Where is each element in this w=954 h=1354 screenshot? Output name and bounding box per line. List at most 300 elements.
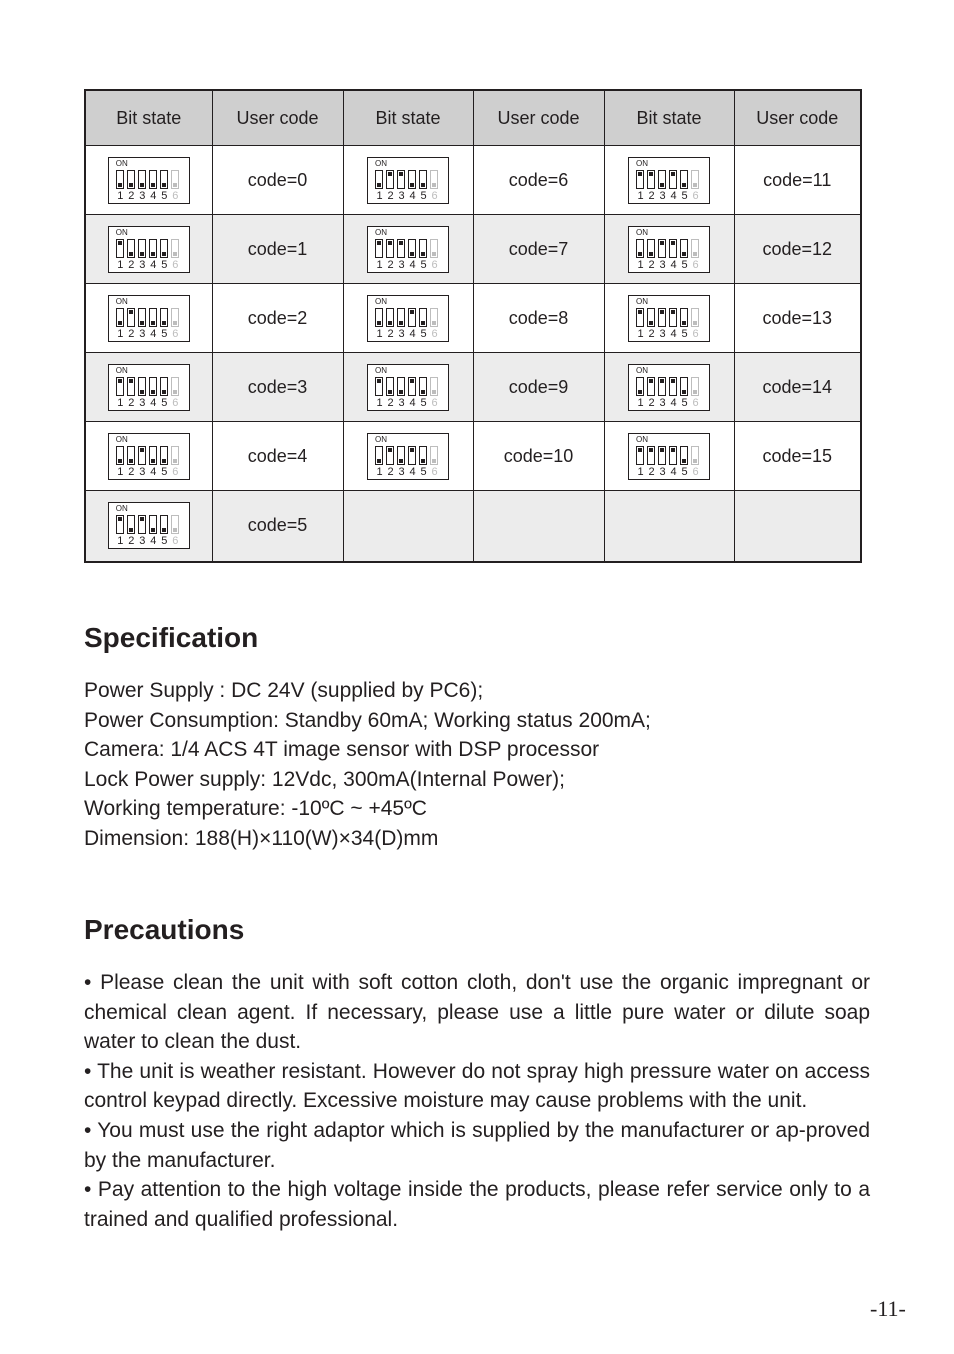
dip-switch-number: 1 xyxy=(117,258,124,271)
dip-switch-numbers xyxy=(374,191,440,202)
dip-switch-6-unused xyxy=(171,377,179,396)
dip-switch-knob xyxy=(410,252,414,256)
dip-switch-5-off xyxy=(419,239,427,258)
table-header-row xyxy=(85,90,861,146)
dip-switch-number: 6 xyxy=(431,396,438,409)
bit-state-cell xyxy=(85,146,212,215)
bit-state-cell xyxy=(343,491,473,562)
dip-on-label: ON xyxy=(636,434,648,444)
dip-on-label: ON xyxy=(115,227,128,237)
dip-switch-number: 1 xyxy=(376,258,383,271)
dip-switch-number: 5 xyxy=(420,189,427,202)
dip-switch-number: 2 xyxy=(648,465,655,478)
dip-switch-diagram xyxy=(367,226,449,273)
dip-switch-knob xyxy=(671,172,675,176)
dip-switch-3-on xyxy=(658,308,666,327)
dip-switch-number: 6 xyxy=(431,327,438,340)
specification-line: Power Supply : DC 24V (supplied by PC6); xyxy=(84,679,484,702)
dip-switches xyxy=(375,377,438,397)
dip-switch-knob xyxy=(173,252,177,256)
dip-switch-number: 2 xyxy=(128,535,135,548)
dip-switch-knob xyxy=(421,321,425,325)
dip-switch-knob xyxy=(671,448,675,452)
dip-switch-numbers xyxy=(115,191,181,202)
dip-switch-2-on xyxy=(386,170,394,189)
dip-switch-5-off xyxy=(160,308,168,327)
dip-switch-number: 5 xyxy=(161,465,168,478)
dip-switch-number: 3 xyxy=(659,189,666,202)
dip-switch-numbers xyxy=(115,329,181,340)
bit-state-cell xyxy=(343,146,473,215)
dip-switch-3-off xyxy=(397,446,405,465)
dip-switch-3-off xyxy=(658,170,666,189)
dip-switch-knob xyxy=(162,528,166,532)
dip-switch-knob xyxy=(410,183,414,187)
dip-switch-1-off xyxy=(116,308,124,327)
dip-switch-knob xyxy=(388,172,392,176)
dip-switches xyxy=(636,446,699,466)
dip-switch-number: 6 xyxy=(692,189,699,202)
dip-switch-knob xyxy=(118,459,122,463)
dip-switch-4-on xyxy=(408,446,416,465)
dip-switch-knob xyxy=(410,310,414,314)
header-user-code: User code xyxy=(212,90,343,146)
dip-switch-diagram xyxy=(367,295,449,342)
dip-switch-4-on xyxy=(669,377,677,396)
dip-switch-number: 5 xyxy=(681,465,688,478)
dip-switch-knob xyxy=(671,379,675,383)
user-code-cell xyxy=(473,146,604,215)
dip-switch-knob xyxy=(682,183,686,187)
dip-switch-4-off xyxy=(149,377,157,396)
dip-switch-knob xyxy=(162,459,166,463)
dip-switch-number: 2 xyxy=(387,396,394,409)
dip-switch-diagram xyxy=(628,226,710,273)
dip-switch-knob xyxy=(388,390,392,394)
dip-switch-number: 5 xyxy=(420,396,427,409)
page-number: -11- xyxy=(870,1296,906,1321)
dip-switches xyxy=(116,239,179,259)
dip-switch-numbers xyxy=(115,398,181,409)
dip-switch-number: 1 xyxy=(117,396,124,409)
dip-switch-5-off xyxy=(419,446,427,465)
dip-switch-number: 1 xyxy=(117,465,124,478)
dip-switch-1-on xyxy=(375,239,383,258)
bit-state-cell xyxy=(343,215,473,284)
dip-switch-knob xyxy=(638,390,642,394)
dip-switch-number: 1 xyxy=(637,258,644,271)
dip-switch-knob xyxy=(432,390,436,394)
dip-switch-knob xyxy=(660,448,664,452)
dip-switch-knob xyxy=(118,183,122,187)
dip-switch-number: 1 xyxy=(117,189,124,202)
dip-switch-knob xyxy=(693,252,697,256)
dip-switch-number: 3 xyxy=(659,396,666,409)
dip-switch-number: 2 xyxy=(648,327,655,340)
dip-switch-knob xyxy=(388,321,392,325)
dip-switch-1-off xyxy=(375,446,383,465)
dip-switch-diagram xyxy=(628,157,710,204)
dip-switch-knob xyxy=(660,310,664,314)
dip-switch-knob xyxy=(151,459,155,463)
dip-switch-number: 4 xyxy=(150,258,157,271)
dip-switch-numbers xyxy=(374,398,440,409)
dip-switch-4-off xyxy=(149,446,157,465)
dip-on-label: ON xyxy=(375,158,387,168)
dip-switch-number: 2 xyxy=(648,396,655,409)
dip-switch-1-on xyxy=(636,446,644,465)
dip-switch-1-on xyxy=(375,377,383,396)
dip-switch-1-on xyxy=(116,515,124,534)
dip-switch-number: 2 xyxy=(128,327,135,340)
dip-switch-number: 6 xyxy=(172,189,179,202)
table-row xyxy=(85,284,861,353)
user-code-cell xyxy=(212,215,343,284)
dip-switch-3-on xyxy=(658,446,666,465)
dip-switch-4-on xyxy=(669,308,677,327)
dip-on-label: ON xyxy=(115,434,128,444)
dip-switch-5-off xyxy=(160,446,168,465)
dip-switch-6-unused xyxy=(430,377,438,396)
dip-switch-knob xyxy=(118,517,122,521)
dip-switch-knob xyxy=(129,379,133,383)
dip-switch-numbers xyxy=(115,536,181,547)
dip-switch-number: 5 xyxy=(161,189,168,202)
dip-switch-number: 6 xyxy=(431,189,438,202)
bit-state-cell xyxy=(85,284,212,353)
dip-switch-number: 6 xyxy=(172,396,179,409)
dip-switch-number: 1 xyxy=(117,535,124,548)
dip-switch-number: 2 xyxy=(128,396,135,409)
dip-switch-2-on xyxy=(386,446,394,465)
dip-switch-knob xyxy=(151,183,155,187)
dip-switch-number: 4 xyxy=(150,327,157,340)
dip-switch-diagram xyxy=(367,157,449,204)
dip-switch-3-off xyxy=(397,377,405,396)
dip-switches xyxy=(116,308,179,328)
dip-switch-number: 3 xyxy=(139,535,146,548)
dip-switch-numbers xyxy=(635,329,701,340)
dip-switch-knob xyxy=(151,252,155,256)
user-code-cell xyxy=(212,284,343,353)
dip-switch-number: 3 xyxy=(139,396,146,409)
dip-switch-5-off xyxy=(160,170,168,189)
dip-switch-2-on xyxy=(386,239,394,258)
dip-switch-1-off xyxy=(375,308,383,327)
dip-switch-knob xyxy=(377,183,381,187)
dip-switch-number: 6 xyxy=(692,396,699,409)
dip-switch-knob xyxy=(421,252,425,256)
dip-switch-6-unused xyxy=(171,239,179,258)
dip-switch-knob xyxy=(162,321,166,325)
dip-switch-knob xyxy=(388,241,392,245)
dip-switch-1-off xyxy=(636,239,644,258)
dip-switch-diagram xyxy=(628,295,710,342)
dip-switch-number: 2 xyxy=(648,258,655,271)
user-code-value: code=0 xyxy=(247,169,308,190)
dip-switch-knob xyxy=(399,241,403,245)
dip-switch-number: 4 xyxy=(670,396,677,409)
dip-switch-number: 5 xyxy=(681,396,688,409)
dip-switch-knob xyxy=(638,448,642,452)
user-code-value: code=1 xyxy=(247,238,308,259)
dip-switch-6-unused xyxy=(430,446,438,465)
dip-switch-3-on xyxy=(138,446,146,465)
dip-switch-2-off xyxy=(386,377,394,396)
user-code-value: code=6 xyxy=(508,169,569,190)
dip-switch-6-unused xyxy=(171,308,179,327)
table-row xyxy=(85,491,861,562)
dip-switch-6-unused xyxy=(691,446,699,465)
dip-switch-knob xyxy=(377,321,381,325)
dip-switch-number: 5 xyxy=(420,327,427,340)
bit-state-cell xyxy=(604,353,734,422)
dip-switch-knob xyxy=(638,252,642,256)
bit-state-cell xyxy=(604,146,734,215)
dip-switch-knob xyxy=(129,252,133,256)
dip-switch-6-unused xyxy=(430,170,438,189)
dip-on-label: ON xyxy=(375,434,387,444)
dip-switch-number: 1 xyxy=(637,396,644,409)
dip-switch-number: 5 xyxy=(161,327,168,340)
precaution-item: • Pay attention to the high voltage inside the products, please refer service only to a trained and qualified professional. xyxy=(84,1178,870,1231)
dip-switch-knob xyxy=(660,379,664,383)
dip-switch-knob xyxy=(173,390,177,394)
dip-switch-number: 6 xyxy=(692,465,699,478)
user-code-value: code=5 xyxy=(247,515,308,536)
dip-switch-number: 5 xyxy=(681,258,688,271)
dip-switch-number: 1 xyxy=(376,189,383,202)
dip-switch-knob xyxy=(693,183,697,187)
dip-switch-knob xyxy=(129,310,133,314)
bit-state-cell xyxy=(604,284,734,353)
dip-on-label: ON xyxy=(636,365,648,375)
header-user-code: User code xyxy=(734,90,861,146)
dip-switch-knob xyxy=(432,252,436,256)
user-code-value: code=4 xyxy=(247,445,308,466)
dip-on-label: ON xyxy=(115,504,128,514)
dip-switch-knob xyxy=(649,172,653,176)
dip-switch-knob xyxy=(671,310,675,314)
dip-switch-knob xyxy=(140,183,144,187)
dip-switch-number: 1 xyxy=(376,327,383,340)
table-row xyxy=(85,146,861,215)
dip-switch-code-table xyxy=(84,89,862,563)
user-code-value: code=8 xyxy=(508,307,569,328)
dip-switch-6-unused xyxy=(691,377,699,396)
dip-switch-1-on xyxy=(636,170,644,189)
dip-switch-knob xyxy=(118,241,122,245)
dip-switch-knob xyxy=(399,459,403,463)
dip-switch-number: 6 xyxy=(431,465,438,478)
dip-switch-6-unused xyxy=(171,446,179,465)
dip-switch-2-off xyxy=(386,308,394,327)
dip-switch-knob xyxy=(173,528,177,532)
dip-switch-diagram xyxy=(108,502,190,549)
dip-switch-knob xyxy=(649,448,653,452)
dip-switch-knob xyxy=(399,172,403,176)
dip-switch-number: 3 xyxy=(139,258,146,271)
dip-switch-number: 5 xyxy=(681,327,688,340)
dip-switch-diagram xyxy=(628,433,710,480)
dip-switch-4-on xyxy=(408,308,416,327)
user-code-value: code=12 xyxy=(762,238,833,259)
header-bit-state: Bit state xyxy=(604,90,734,146)
dip-switch-2-on xyxy=(127,377,135,396)
dip-switch-6-unused xyxy=(691,308,699,327)
bit-state-cell xyxy=(85,353,212,422)
dip-switch-5-off xyxy=(680,170,688,189)
dip-switch-knob xyxy=(660,183,664,187)
bit-state-cell xyxy=(85,491,212,562)
dip-switch-4-on xyxy=(669,446,677,465)
precaution-item: • The unit is weather resistant. However do not spray high pressure water on access control keypad directly. Excessive moisture may cause problems with the unit. xyxy=(84,1059,870,1113)
user-code-cell xyxy=(734,422,861,491)
user-code-value: code=9 xyxy=(508,376,569,397)
specification-list xyxy=(84,676,884,854)
dip-switch-diagram xyxy=(628,364,710,411)
dip-switch-knob xyxy=(682,321,686,325)
dip-switch-1-off xyxy=(116,446,124,465)
dip-switch-4-on xyxy=(669,239,677,258)
dip-switches xyxy=(116,446,179,466)
dip-switch-number: 3 xyxy=(659,258,666,271)
dip-switch-number: 6 xyxy=(692,258,699,271)
dip-switches xyxy=(116,377,179,397)
dip-switch-knob xyxy=(671,241,675,245)
dip-switch-knob xyxy=(649,252,653,256)
dip-switch-knob xyxy=(162,183,166,187)
user-code-cell xyxy=(212,422,343,491)
dip-switch-number: 4 xyxy=(670,465,677,478)
dip-switch-knob xyxy=(682,390,686,394)
dip-switch-knob xyxy=(432,459,436,463)
dip-switch-knob xyxy=(638,172,642,176)
user-code-value: code=3 xyxy=(247,376,308,397)
dip-switch-4-off xyxy=(408,170,416,189)
dip-switch-4-off xyxy=(149,239,157,258)
dip-switch-3-on xyxy=(397,239,405,258)
table-row xyxy=(85,353,861,422)
bit-state-cell xyxy=(343,284,473,353)
dip-on-label: ON xyxy=(375,227,387,237)
dip-switch-knob xyxy=(129,183,133,187)
dip-switch-knob xyxy=(660,241,664,245)
dip-switch-knob xyxy=(151,528,155,532)
dip-switch-number: 5 xyxy=(161,258,168,271)
dip-switch-3-off xyxy=(397,308,405,327)
user-code-value: code=7 xyxy=(508,238,569,259)
dip-switch-number: 1 xyxy=(376,465,383,478)
dip-switch-5-off xyxy=(160,239,168,258)
dip-switch-diagram xyxy=(108,295,190,342)
header-user-code: User code xyxy=(473,90,604,146)
dip-switch-number: 3 xyxy=(139,465,146,478)
dip-switch-4-off xyxy=(149,308,157,327)
precautions-list xyxy=(84,968,870,1234)
dip-switch-number: 1 xyxy=(637,189,644,202)
dip-switch-numbers xyxy=(374,260,440,271)
dip-switch-number: 4 xyxy=(409,396,416,409)
dip-switch-number: 1 xyxy=(637,465,644,478)
dip-switch-4-off xyxy=(149,515,157,534)
specification-line: Lock Power supply: 12Vdc, 300mA(Internal Power); xyxy=(84,767,565,791)
user-code-value: code=13 xyxy=(762,307,833,328)
dip-switch-1-off xyxy=(636,377,644,396)
specification-line: Power Consumption: Standby 60mA; Working status 200mA; xyxy=(84,708,651,732)
dip-switch-numbers xyxy=(635,191,701,202)
dip-switch-numbers xyxy=(635,398,701,409)
precautions-heading: Precautions xyxy=(84,914,245,945)
dip-switch-number: 5 xyxy=(161,396,168,409)
dip-switch-number: 2 xyxy=(128,189,135,202)
dip-switch-number: 3 xyxy=(398,465,405,478)
dip-switch-number: 6 xyxy=(692,327,699,340)
dip-switch-numbers xyxy=(635,467,701,478)
dip-switch-4-off xyxy=(408,239,416,258)
dip-switch-knob xyxy=(421,390,425,394)
user-code-cell xyxy=(473,353,604,422)
dip-switch-number: 4 xyxy=(150,535,157,548)
user-code-cell xyxy=(734,353,861,422)
bit-state-cell xyxy=(85,215,212,284)
bit-state-cell xyxy=(85,422,212,491)
dip-switch-number: 2 xyxy=(387,465,394,478)
bit-state-cell xyxy=(343,422,473,491)
dip-switch-knob xyxy=(410,448,414,452)
user-code-value: code=14 xyxy=(762,376,833,397)
dip-switch-knob xyxy=(432,183,436,187)
dip-switch-knob xyxy=(140,321,144,325)
dip-on-label: ON xyxy=(375,296,387,306)
dip-switch-knob xyxy=(118,379,122,383)
dip-switch-number: 5 xyxy=(681,189,688,202)
dip-switch-number: 4 xyxy=(150,465,157,478)
user-code-cell xyxy=(734,284,861,353)
bit-state-cell xyxy=(604,215,734,284)
dip-switch-knob xyxy=(162,252,166,256)
dip-switches xyxy=(116,515,179,535)
bit-state-cell xyxy=(604,491,734,562)
dip-switch-4-on xyxy=(408,377,416,396)
dip-switch-numbers xyxy=(374,467,440,478)
dip-switch-number: 1 xyxy=(376,396,383,409)
dip-switch-diagram xyxy=(367,364,449,411)
dip-switch-number: 3 xyxy=(398,258,405,271)
dip-switch-5-off xyxy=(680,308,688,327)
dip-switch-2-off xyxy=(127,170,135,189)
dip-switch-5-off xyxy=(419,377,427,396)
dip-on-label: ON xyxy=(375,365,387,375)
header-bit-state: Bit state xyxy=(85,90,212,146)
dip-switch-6-unused xyxy=(691,239,699,258)
dip-switch-knob xyxy=(173,321,177,325)
dip-switch-number: 4 xyxy=(670,327,677,340)
user-code-cell xyxy=(473,215,604,284)
dip-switches xyxy=(375,446,438,466)
dip-switch-numbers xyxy=(115,260,181,271)
dip-switch-number: 6 xyxy=(172,535,179,548)
dip-switch-number: 2 xyxy=(128,258,135,271)
user-code-cell xyxy=(473,422,604,491)
dip-switch-knob xyxy=(129,459,133,463)
dip-switch-3-on xyxy=(138,515,146,534)
dip-switch-number: 3 xyxy=(398,396,405,409)
dip-switch-2-on xyxy=(647,377,655,396)
specification-line: Working temperature: -10ºC ~ +45ºC xyxy=(84,797,427,821)
dip-switch-diagram xyxy=(108,226,190,273)
dip-switch-3-off xyxy=(138,308,146,327)
